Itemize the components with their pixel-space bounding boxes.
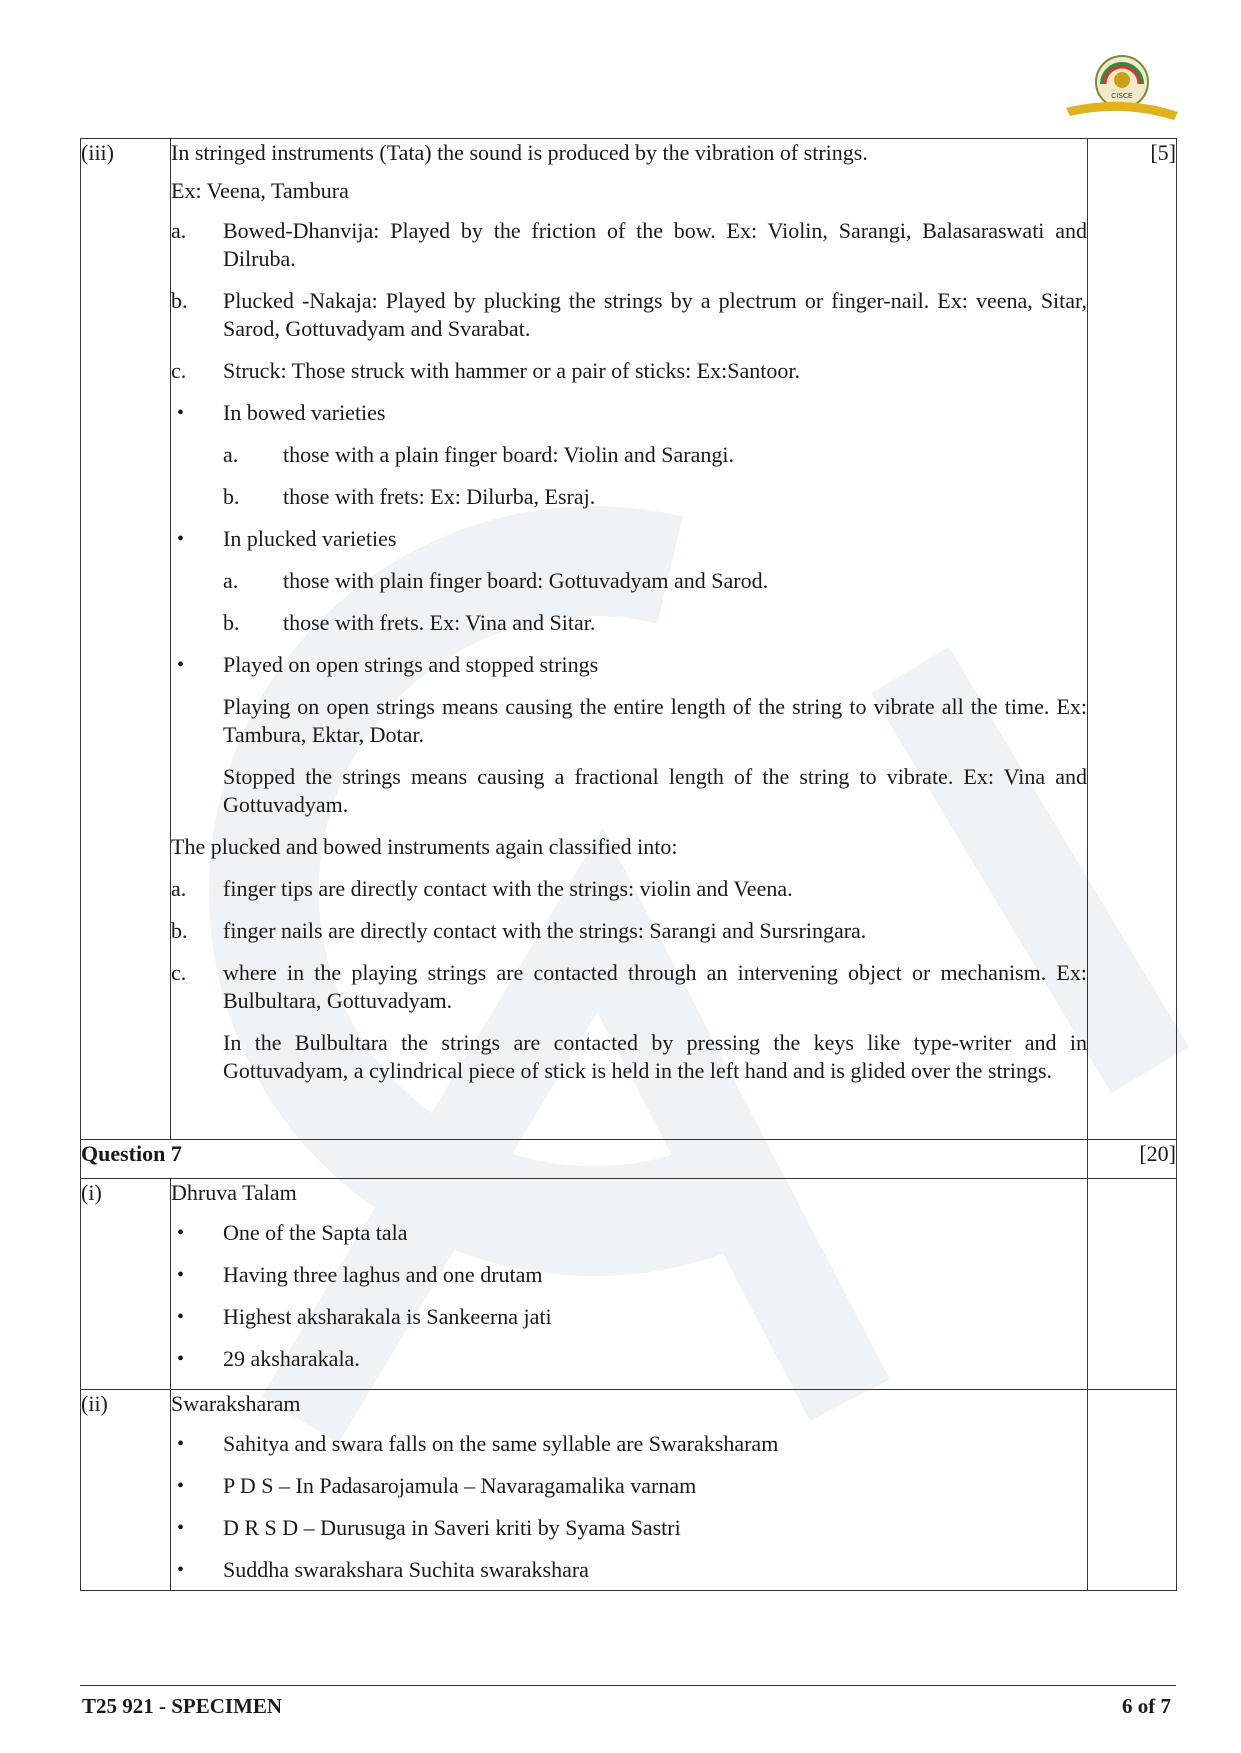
part-ii-content [171, 1390, 1088, 1591]
part-heading: Swaraksharam [171, 1391, 301, 1416]
bullet-icon: • [177, 1306, 185, 1328]
bullet-icon: • [177, 654, 185, 676]
sub-list-item: a. those with a plain finger board: Violin and Sarangi. [223, 442, 735, 467]
bullet-item: • D R S D – Durusuga in Saveri kriti by Syama Sastri [171, 1514, 1087, 1542]
footer-divider [80, 1685, 1176, 1686]
list-item: c. where in the playing strings are contacted through an intervening object or mechanism. Ex: Bulbultara, Gottuvadyam. [171, 960, 1087, 1013]
bullet-item: • In plucked varieties [171, 525, 1087, 553]
indented-paragraph: Playing on open strings means causing the entire length of the string to vibrate all the time. Ex: Tambura, Ektar, Dotar. [223, 694, 1087, 747]
part-ii-row [81, 1390, 1177, 1591]
closing-paragraph: In the Bulbultara the strings are contacted by pressing the keys like type-writer and in Gottuvadyam, a cylindrical piece of stick is held in the left hand and is glided over the strings. [223, 1030, 1087, 1083]
example-text: Ex: Veena, Tambura [171, 178, 349, 203]
sub-list-item: b. those with frets. Ex: Vina and Sitar. [223, 610, 596, 635]
bullet-item: • Played on open strings and stopped strings [171, 651, 1087, 679]
bullet-icon: • [177, 1348, 185, 1370]
bullet-icon: • [177, 1222, 185, 1244]
sub-list-item: a. those with plain finger board: Gottuvadyam and Sarod. [223, 568, 769, 593]
part-i-row [81, 1179, 1177, 1390]
bullet-item: • In bowed varieties [171, 399, 1087, 427]
list-item: a. Bowed-Dhanvija: Played by the friction of the bow. Ex: Violin, Sarangi, Balasaraswati and Dilruba. [171, 218, 1087, 271]
classified-intro: The plucked and bowed instruments again classified into: [171, 834, 678, 859]
bullet-item: • 29 aksharakala. [171, 1345, 1087, 1373]
question-header-row [81, 1140, 1177, 1179]
list-item: b. finger nails are directly contact with the strings: Sarangi and Sursringara. [171, 918, 867, 943]
bullet-item: • Sahitya and swara falls on the same syllable are Swaraksharam [171, 1430, 1087, 1458]
paper-code: T25 921 - SPECIMEN [82, 1694, 283, 1718]
part-iii-row [81, 139, 1177, 1140]
bullet-icon: • [177, 402, 185, 424]
bullet-icon: • [177, 1475, 185, 1497]
page-number: 6 of 7 [1122, 1694, 1171, 1718]
bullet-item: • Highest aksharakala is Sankeerna jati [171, 1303, 1087, 1331]
marks: [5] [1088, 139, 1177, 1140]
bullet-icon: • [177, 1559, 185, 1581]
list-item: b. Plucked -Nakaja: Played by plucking the strings by a plectrum or finger-nail. Ex: veena, Sitar, Sarod, Gottuvadyam and Svarabat. [171, 288, 1087, 341]
cisce-logo [1062, 50, 1182, 128]
answer-table [80, 138, 1177, 1591]
question-marks: [20] [1088, 1140, 1177, 1179]
bullet-icon: • [177, 1264, 185, 1286]
intro-text: In stringed instruments (Tata) the sound is produced by the vibration of strings. [171, 140, 868, 165]
bullet-item: • Having three laghus and one drutam [171, 1261, 1087, 1289]
bullet-item: • Suddha swaraksharа Suchita swaraksharа [171, 1556, 1087, 1584]
list-item: c. Struck: Those struck with hammer or a pair of sticks: Ex:Santoor. [171, 358, 800, 383]
marks-cell-empty [1088, 1390, 1177, 1591]
bullet-item: • One of the Sapta tala [171, 1219, 1087, 1247]
part-heading: Dhruva Talam [171, 1180, 297, 1205]
bullet-icon: • [177, 1517, 185, 1539]
part-i-content [171, 1179, 1088, 1390]
sub-list-item: b. those with frets: Ex: Dilurba, Esraj. [223, 484, 596, 509]
indented-paragraph: Stopped the strings means causing a fractional length of the string to vibrate. Ex: Vina and Gottuvadyam. [223, 764, 1087, 817]
part-number: (ii) [81, 1390, 171, 1591]
bullet-icon: • [177, 528, 185, 550]
part-iii-content [171, 139, 1088, 1140]
bullet-item: • P D S – In Padasarojamula – Navaragamalika varnam [171, 1472, 1087, 1500]
part-number: (iii) [81, 139, 171, 1140]
list-item: a. finger tips are directly contact with the strings: violin and Veena. [171, 876, 793, 901]
logo-text: CISCE [1111, 93, 1133, 100]
bullet-icon: • [177, 1433, 185, 1455]
marks-cell-empty [1088, 1179, 1177, 1390]
part-number: (i) [81, 1179, 171, 1390]
question-title: Question 7 [81, 1140, 1088, 1179]
